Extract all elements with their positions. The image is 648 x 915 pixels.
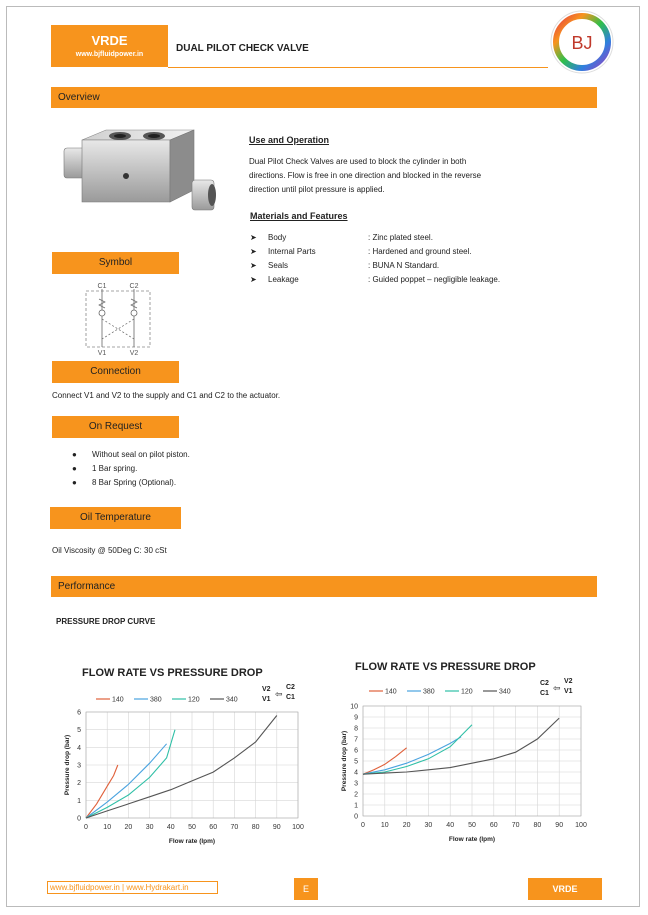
list-item: ● Without seal on pilot piston. [72,450,190,459]
chart-1 [50,680,312,845]
legend-label: 340 [226,696,238,704]
flow-arrow-icon: ⇦ [553,683,561,693]
use-operation-line: directions. Flow is free in one direction and blocked in the reverse [249,171,482,180]
y-tick-label: 9 [354,714,358,722]
legend-label: 140 [385,688,397,696]
symbol-label-c2: C2 [129,283,139,290]
header-divider [168,67,548,68]
series-line-120 [86,730,175,818]
symbol-label-v2: V2 [129,350,139,357]
x-tick-label: 40 [446,822,455,829]
x-tick-label: 20 [402,822,411,829]
x-tick-label: 10 [380,822,389,829]
chart-1-title: FLOW RATE VS PRESSURE DROP [82,667,263,679]
x-tick-label: 90 [272,824,281,831]
list-item: ➤ Seals : BUNA N Standard. [250,261,440,270]
x-tick-label: 50 [188,824,196,831]
y-tick-label: 7 [354,736,358,744]
legend-label: 120 [461,688,473,696]
y-tick-label: 6 [354,747,358,755]
symbol-tag: Symbol [52,252,179,274]
y-axis-label: Pressure drop (bar) [64,734,71,796]
use-operation-heading: Use and Operation [249,135,330,145]
series-line-380 [86,744,167,818]
performance-label: Performance [58,581,116,592]
y-tick-label: 3 [354,780,358,788]
x-tick-label: 30 [424,822,433,829]
page-number: E [294,878,318,900]
y-tick-label: 6 [77,709,81,717]
y-tick-label: 5 [354,758,358,766]
use-operation-text [249,155,549,197]
y-tick-label: 2 [354,791,358,799]
x-tick-label: 100 [292,824,304,831]
list-item: ➤ Body : Zinc plated steel. [250,233,433,242]
list-item: ➤ Internal Parts : Hardened and ground steel. [250,247,472,256]
oil-temperature-tag: Oil Temperature [50,507,181,529]
y-tick-label: 10 [350,703,358,711]
x-tick-label: 30 [145,824,154,831]
x-tick-label: 80 [251,824,260,831]
series-line-340 [363,718,559,774]
symbol-label-v1: V1 [97,350,107,357]
list-item: ● 1 Bar spring. [72,464,138,473]
y-tick-label: 1 [77,797,81,805]
x-tick-label: 0 [84,824,88,831]
chart-2 [325,676,597,850]
x-tick-label: 80 [533,822,542,829]
footer-links[interactable]: www.bjfluidpower.in | www.Hydrakart.in [47,881,218,894]
flow-label-from-bottom: C1 [540,690,549,697]
x-tick-label: 100 [575,822,587,829]
x-tick-label: 60 [209,824,218,831]
use-operation-line: Dual Pilot Check Valves are used to block the cylinder in both [249,157,467,166]
x-tick-label: 40 [166,824,175,831]
y-tick-label: 3 [77,762,81,770]
flow-label-to-top: V2 [564,678,573,685]
x-tick-label: 70 [230,824,239,831]
series-line-380 [363,737,461,774]
model-code: VRDE [91,33,128,48]
hydraulic-symbol [82,279,154,357]
overview-label: Overview [58,92,100,103]
y-axis-label: Pressure drop (bar) [341,730,348,792]
pressure-drop-heading: PRESSURE DROP CURVE [56,617,156,626]
x-tick-label: 20 [124,824,133,831]
flow-label-to-bottom: C1 [286,694,295,701]
legend-label: 340 [499,688,511,696]
legend-label: 140 [112,696,124,704]
model-box [51,25,168,67]
logo-text: BJ [571,33,593,53]
materials-heading: Materials and Features [250,211,348,221]
flow-label-to-bottom: V1 [564,688,573,695]
flow-label-from-top: V2 [262,686,271,693]
x-tick-label: 60 [489,822,498,829]
x-tick-label: 90 [555,822,564,829]
symbol-label-c1: C1 [97,283,107,290]
y-tick-label: 4 [77,744,81,752]
connection-text: Connect V1 and V2 to the supply and C1 and C2 to the actuator. [52,391,281,400]
list-item: ● 8 Bar Spring (Optional). [72,478,177,487]
x-tick-label: 0 [361,822,365,829]
use-operation-line: direction until pilot pressure is applied. [249,185,385,194]
on-request-tag: On Request [52,416,179,438]
overview-bar [51,87,597,108]
on-request-list [72,450,190,492]
flow-label-from-top: C2 [540,680,549,687]
connection-tag: Connection [52,361,179,383]
x-tick-label: 70 [511,822,520,829]
flow-label-to-top: C2 [286,684,295,691]
x-tick-label: 10 [103,824,112,831]
oil-viscosity-text: Oil Viscosity @ 50Deg C: 30 cSt [52,546,167,555]
y-tick-label: 0 [354,813,358,821]
footer-model: VRDE [528,878,602,900]
legend-label: 380 [423,688,435,696]
chart-2-title: FLOW RATE VS PRESSURE DROP [355,661,536,673]
website-label: www.bjfluidpower.in [75,51,144,58]
x-axis-label: Flow rate (lpm) [448,836,496,843]
flow-label-from-bottom: V1 [262,696,271,703]
page-title: DUAL PILOT CHECK VALVE [176,43,309,54]
y-tick-label: 4 [354,769,358,777]
flow-arrow-icon: ⇦ [275,689,283,699]
y-tick-label: 8 [354,725,358,733]
y-tick-label: 0 [77,815,81,823]
materials-list [250,233,550,289]
performance-bar [51,576,597,597]
brand-logo [548,8,616,76]
x-axis-label: Flow rate (lpm) [168,838,216,845]
list-item: ➤ Leakage : Guided poppet – negligible leakage. [250,275,501,284]
legend-label: 380 [150,696,162,704]
y-tick-label: 1 [354,802,358,810]
x-tick-label: 50 [468,822,476,829]
y-tick-label: 5 [77,727,81,735]
product-image [58,128,218,230]
legend-label: 120 [188,696,200,704]
y-tick-label: 2 [77,780,81,788]
